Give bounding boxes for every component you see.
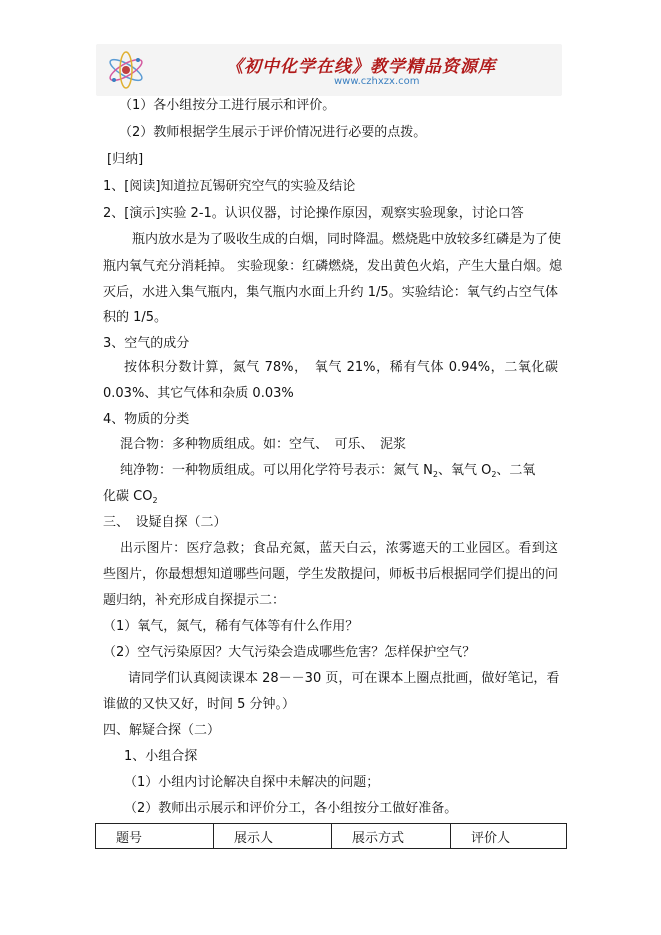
text-part: 化碳 CO	[103, 489, 153, 504]
section-heading: 三、 设疑自探（二）	[103, 515, 227, 530]
paragraph-line: 瓶内放水是为了吸收生成的白烟，同时降温。燃烧匙中放较多红磷是为了使	[132, 232, 562, 247]
text-line: 混合物：多种物质组成。如：空气、 可乐、 泥浆	[120, 437, 407, 452]
text-line	[120, 463, 535, 483]
paragraph-line: 请同学们认真阅读课本 28－－30 页，可在课本上圈点批画，做好笔记，看	[128, 671, 560, 686]
text-line: 1、小组合探	[124, 749, 198, 764]
text-line: （2）教师根据学生展示于评价情况进行必要的点拨。	[119, 125, 427, 140]
subscript: 2	[152, 496, 158, 505]
subscript: 2	[432, 470, 438, 479]
text-line: 2、[演示]实验 2-1。认识仪器，讨论操作原因，观察实验现象，讨论口答	[103, 206, 524, 221]
question-line: （1）氧气，氮气，稀有气体等有什么作用？	[103, 619, 359, 634]
heading-line: 3、空气的成分	[103, 336, 190, 351]
paragraph-line: 灭后，水进入集气瓶内，集气瓶内水面上升约 1/5。实验结论：氧气约占空气体	[103, 285, 558, 300]
table-header-cell: 展示方式	[332, 824, 451, 849]
paragraph-line: 谁做的又快又好，时间 5 分钟。）	[103, 697, 296, 712]
paragraph-line: 题归纳，补充形成自探提示二：	[103, 593, 286, 608]
text-part: 、二氧	[496, 463, 536, 478]
section-label: [归纳]	[107, 152, 144, 167]
text-part: 纯净物：一种物质组成。可以用化学符号表示：氮气 N	[120, 463, 433, 478]
text-line: （1）各小组按分工进行展示和评价。	[119, 98, 336, 113]
table-header-cell: 展示人	[214, 824, 332, 849]
table-row	[96, 824, 567, 849]
paragraph-line: 0.03%、其它气体和杂质 0.03%	[103, 386, 294, 401]
text-part: 、氧气 O	[437, 463, 492, 478]
text-line	[103, 489, 158, 509]
heading-line: 4、物质的分类	[103, 412, 190, 427]
banner-url: www.czhxzx.com	[334, 76, 420, 87]
section-heading: 四、解疑合探（二）	[103, 723, 221, 738]
text-line: （1）小组内讨论解决自探中未解决的问题；	[124, 775, 380, 790]
banner-title: 《初中化学在线》教学精品资源库	[226, 57, 496, 77]
paragraph-line: 按体积分数计算，氮气 78%， 氧气 21%，稀有气体 0.94%，二氧化碳	[124, 360, 558, 375]
paragraph-line: 积的 1/5。	[103, 310, 168, 325]
paragraph-line: 瓶内氧气充分消耗掉。 实验现象：红磷燃烧，发出黄色火焰，产生大量白烟。熄	[103, 259, 563, 274]
atom-logo-icon	[104, 48, 148, 92]
header-banner	[96, 44, 562, 96]
paragraph-line: 些图片，你最想想知道哪些问题，学生发散提问，师板书后根据同学们提出的问	[103, 567, 559, 582]
question-line: （2）空气污染原因？大气污染会造成哪些危害？怎样保护空气？	[103, 645, 476, 660]
subscript: 2	[491, 470, 497, 479]
table-header-cell: 评价人	[451, 824, 567, 849]
evaluation-table	[95, 823, 567, 849]
text-line: 1、[阅读]知道拉瓦锡研究空气的实验及结论	[103, 179, 356, 194]
paragraph-line: 出示图片：医疗急救；食品充氮，蓝天白云，浓雾遮天的工业园区。看到这	[120, 541, 558, 556]
table-header-cell: 题号	[96, 824, 214, 849]
text-line: （2）教师出示展示和评价分工，各小组按分工做好准备。	[124, 801, 458, 816]
